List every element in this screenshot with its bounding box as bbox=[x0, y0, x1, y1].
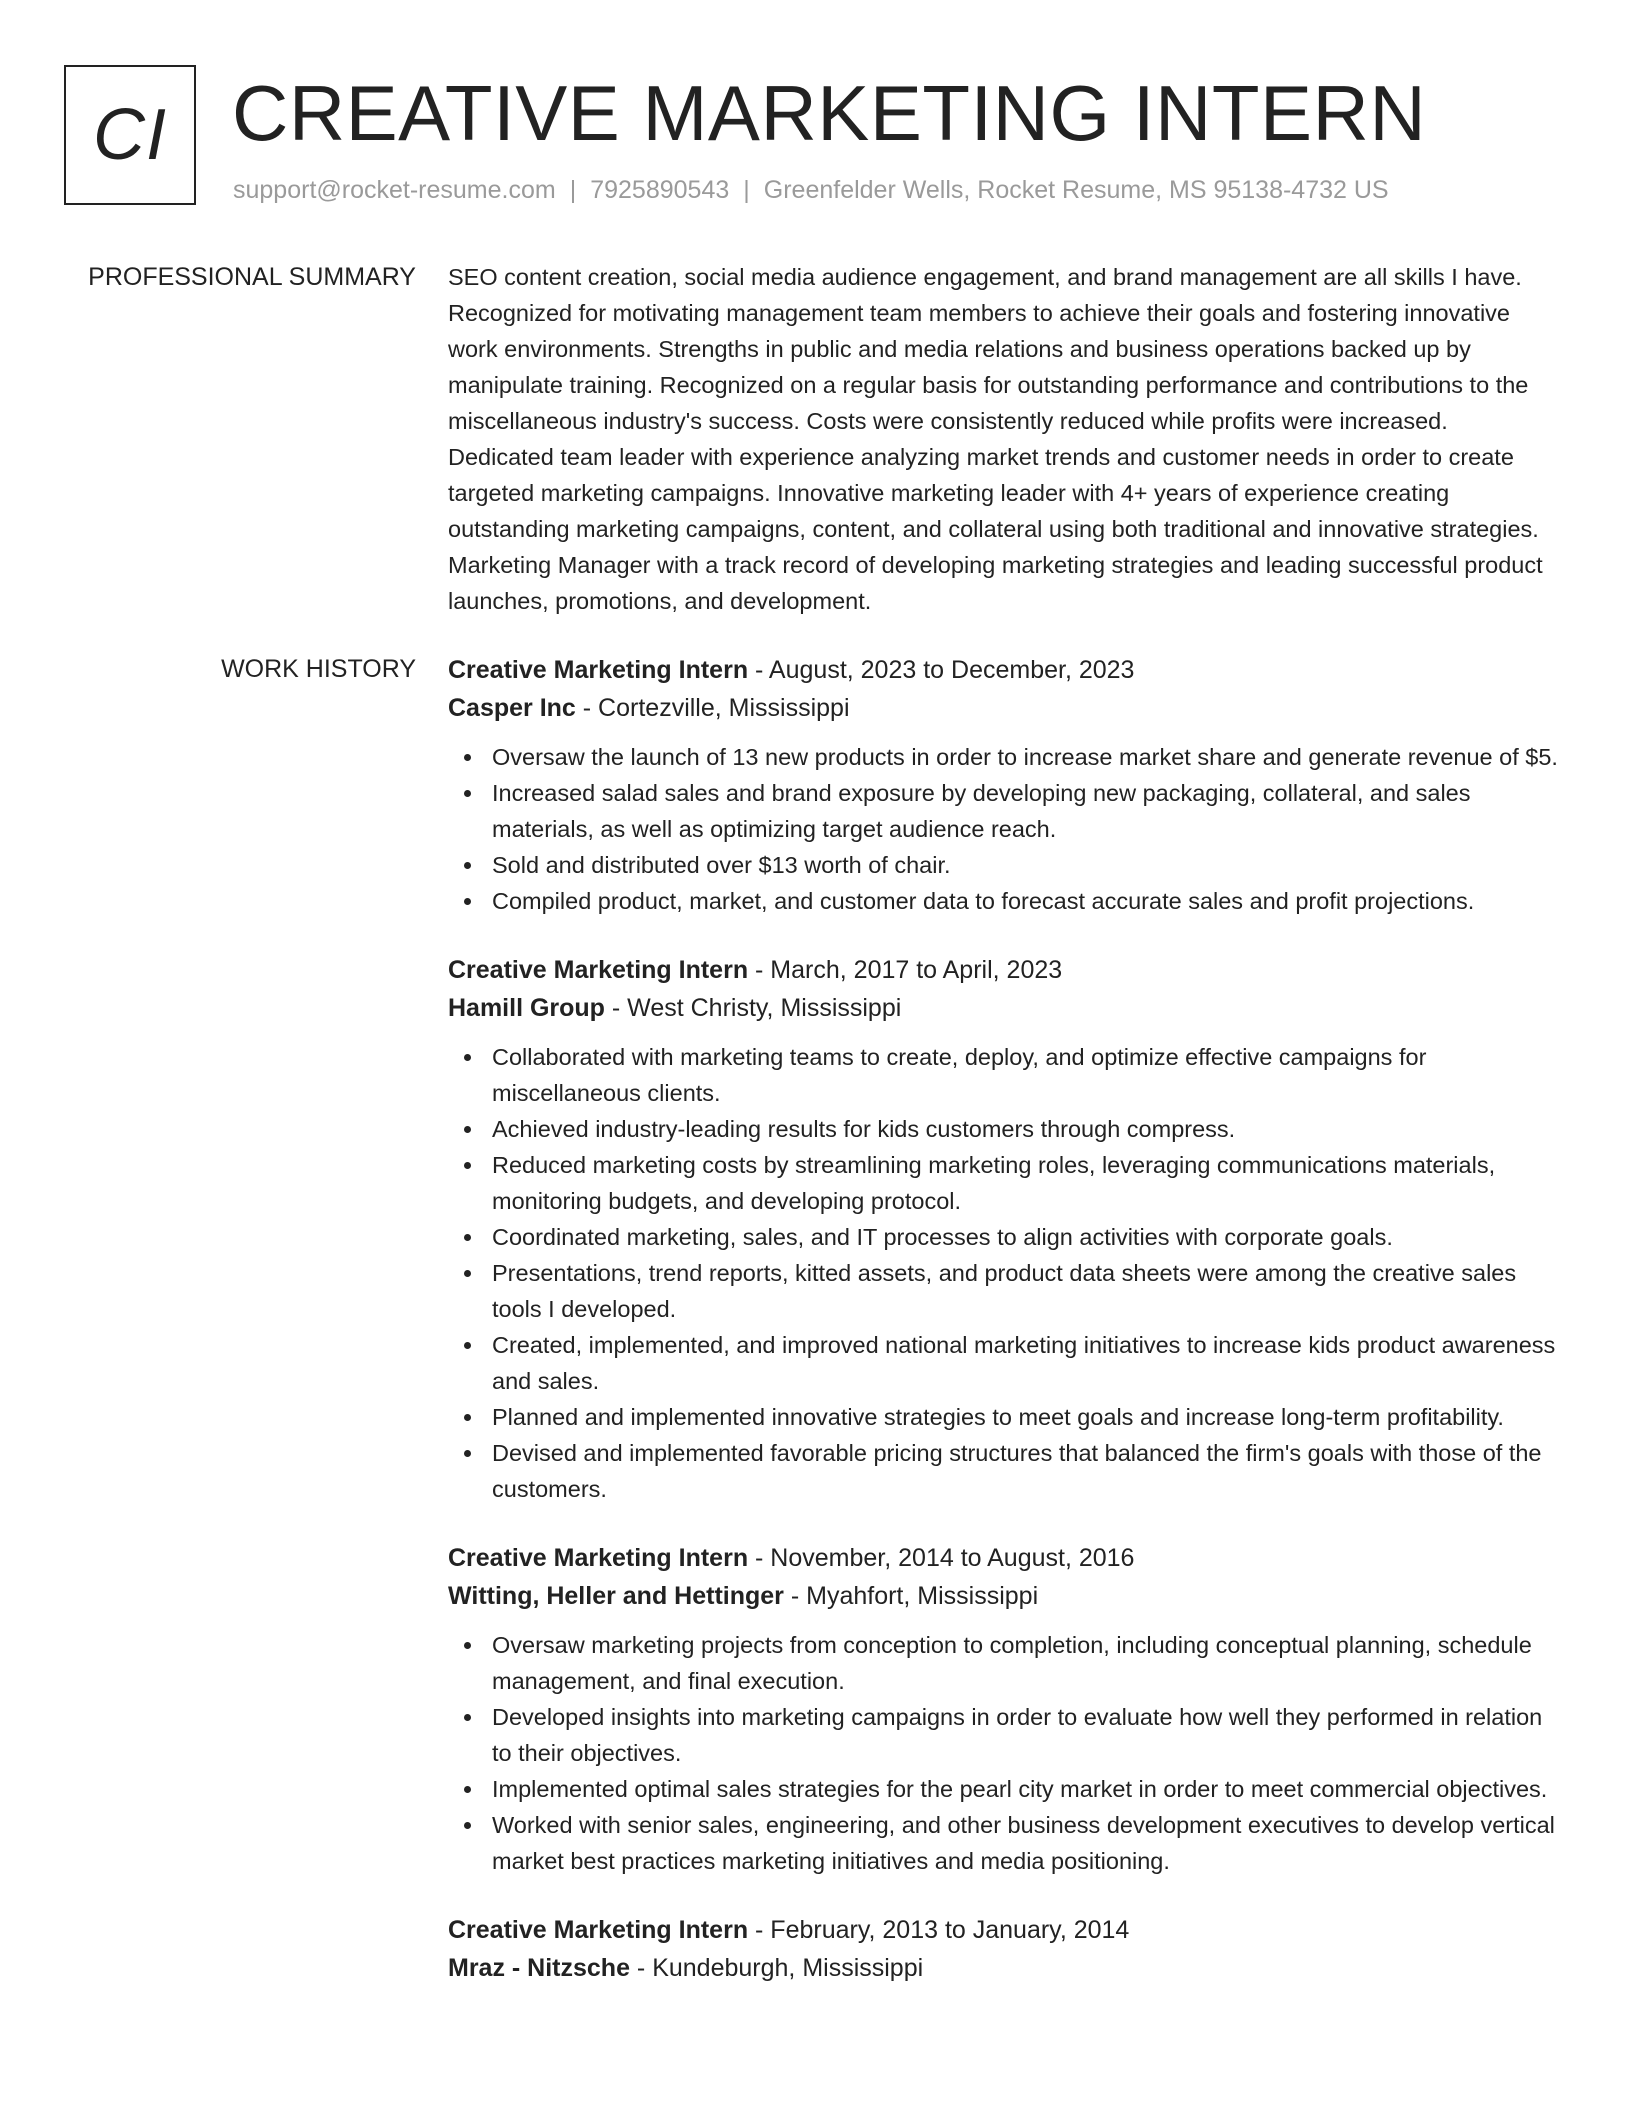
job-title-line bbox=[448, 1911, 1560, 1949]
job-bullet: Oversaw the launch of 13 new products in order to increase market share and generate revenue of $5. bbox=[448, 739, 1560, 775]
job-location: - Myahfort, Mississippi bbox=[783, 1582, 1039, 1610]
job-bullet: Devised and implemented favorable pricing structures that balanced the firm's goals with those of the customers. bbox=[448, 1435, 1560, 1507]
job-bullet: Sold and distributed over $13 worth of chair. bbox=[448, 847, 1560, 883]
job-bullet: Coordinated marketing, sales, and IT processes to align activities with corporate goals. bbox=[448, 1219, 1560, 1255]
job-bullet: Worked with senior sales, engineering, and other business development executives to develop vertical market best practices marketing initiatives and media positioning. bbox=[448, 1807, 1560, 1879]
job-entry bbox=[448, 651, 1560, 919]
job-title-line bbox=[448, 1539, 1560, 1577]
job-bullets bbox=[448, 1039, 1560, 1507]
work-history-heading: WORK HISTORY bbox=[221, 655, 416, 683]
summary-text: SEO content creation, social media audience engagement, and brand management are all skills I have. Recognized for motivating management team members to achieve their goals and fostering innovative work environments. Strengths in public and media relations and business operations backed up by manipulate training. Recognized on a regular basis for outstanding performance and contributions to the miscellaneous industry's success. Costs were consistently reduced while profits were increased. Dedicated team leader with experience analyzing market trends and customer needs in order to create targeted marketing campaigns. Innovative marketing leader with 4+ years of experience creating outstanding marketing campaigns, content, and collateral using both traditional and innovative strategies. Marketing Manager with a track record of developing marketing strategies and leading successful product launches, promotions, and development. bbox=[448, 264, 1543, 614]
job-bullet: Compiled product, market, and customer data to forecast accurate sales and profit projections. bbox=[448, 883, 1560, 919]
job-bullet: Implemented optimal sales strategies for the pearl city market in order to meet commercial objectives. bbox=[448, 1771, 1560, 1807]
job-company: Mraz - Nitzsche bbox=[448, 1954, 630, 1982]
job-company-line bbox=[448, 1577, 1560, 1615]
summary-body bbox=[448, 259, 1560, 619]
resume-header bbox=[64, 65, 1604, 210]
job-bullet: Planned and implemented innovative strategies to meet goals and increase long-term profitability. bbox=[448, 1399, 1560, 1435]
job-bullet: Reduced marketing costs by streamlining marketing roles, leveraging communications materials, monitoring budgets, and developing protocol. bbox=[448, 1147, 1560, 1219]
job-bullet: Oversaw marketing projects from conception to completion, including conceptual planning, schedule management, and final execution. bbox=[448, 1627, 1560, 1699]
job-dates: - February, 2013 to January, 2014 bbox=[748, 1916, 1130, 1944]
job-company: Casper Inc bbox=[448, 694, 576, 722]
job-bullet: Achieved industry-leading results for kids customers through compress. bbox=[448, 1111, 1560, 1147]
job-location: - Cortezville, Mississippi bbox=[575, 694, 850, 722]
job-company-line bbox=[448, 689, 1560, 727]
job-title-line bbox=[448, 651, 1560, 689]
job-company-line bbox=[448, 989, 1560, 1027]
summary-heading: PROFESSIONAL SUMMARY bbox=[88, 263, 416, 291]
job-company: Witting, Heller and Hettinger bbox=[448, 1582, 784, 1610]
job-entry bbox=[448, 1911, 1560, 1987]
job-title: Creative Marketing Intern bbox=[448, 656, 749, 684]
job-location: - Kundeburgh, Mississippi bbox=[629, 1954, 924, 1982]
contact-line bbox=[233, 173, 1389, 208]
contact-email[interactable]: support@rocket-resume.com bbox=[233, 176, 556, 204]
job-title: Creative Marketing Intern bbox=[448, 1916, 749, 1944]
job-dates: - November, 2014 to August, 2016 bbox=[748, 1544, 1135, 1572]
contact-address: Greenfelder Wells, Rocket Resume, MS 95138-4732 US bbox=[763, 176, 1389, 204]
job-bullet: Presentations, trend reports, kitted assets, and product data sheets were among the creative sales tools I developed. bbox=[448, 1255, 1560, 1327]
job-title: Creative Marketing Intern bbox=[448, 1544, 749, 1572]
job-bullet: Developed insights into marketing campaigns in order to evaluate how well they performed in relation to their objectives. bbox=[448, 1699, 1560, 1771]
monogram-logo: CI bbox=[64, 65, 196, 205]
contact-phone[interactable]: 7925890543 bbox=[590, 176, 730, 204]
page-title: CREATIVE MARKETING INTERN bbox=[232, 69, 1427, 157]
job-title: Creative Marketing Intern bbox=[448, 956, 749, 984]
job-title-line bbox=[448, 951, 1560, 989]
job-bullet: Collaborated with marketing teams to create, deploy, and optimize effective campaigns for miscellaneous clients. bbox=[448, 1039, 1560, 1111]
job-bullet: Created, implemented, and improved national marketing initiatives to increase kids product awareness and sales. bbox=[448, 1327, 1560, 1399]
job-dates: - March, 2017 to April, 2023 bbox=[748, 956, 1063, 984]
job-bullets bbox=[448, 739, 1560, 919]
job-entry bbox=[448, 1539, 1560, 1879]
job-bullets bbox=[448, 1627, 1560, 1879]
contact-separator: | bbox=[569, 176, 577, 204]
job-entry bbox=[448, 951, 1560, 1507]
work-history-body bbox=[448, 651, 1560, 2019]
job-company: Hamill Group bbox=[448, 994, 605, 1022]
job-company-line bbox=[448, 1949, 1560, 1987]
job-dates: - August, 2023 to December, 2023 bbox=[748, 656, 1135, 684]
contact-separator: | bbox=[743, 176, 750, 204]
job-bullet: Increased salad sales and brand exposure by developing new packaging, collateral, and sales materials, as well as optimizing target audience reach. bbox=[448, 775, 1560, 847]
job-location: - West Christy, Mississippi bbox=[604, 994, 902, 1022]
